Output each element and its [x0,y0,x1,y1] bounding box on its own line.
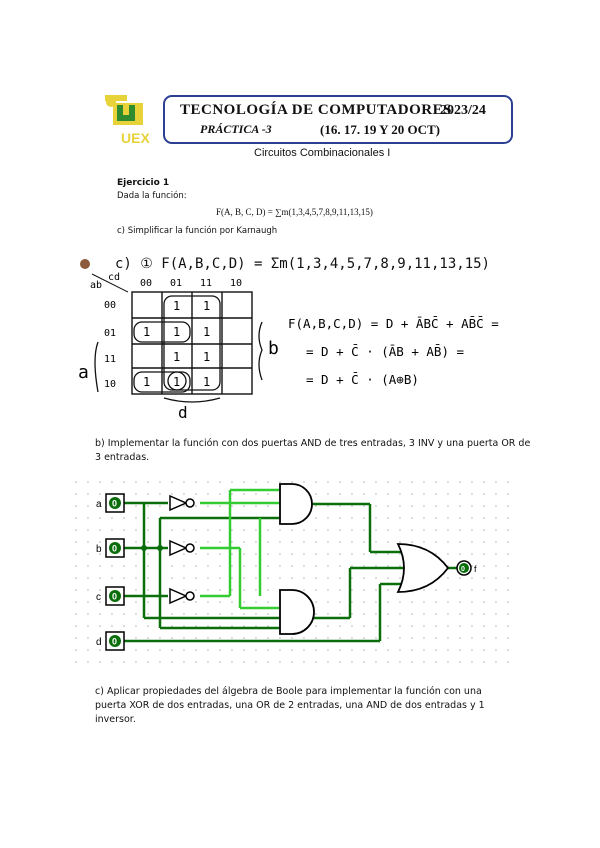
kmap-col-label: 00 [140,278,153,289]
part-c-karnaugh: c) Simplificar la función por Karnaugh [117,226,278,236]
inverter-gate [170,541,194,555]
and-gate-bottom [280,590,314,634]
brace-label-a: a [78,362,89,383]
input-value: 0 [112,636,118,647]
page-subtitle: Circuitos Combinacionales I [254,147,391,159]
kmap-cell: 1 [143,375,151,389]
kmap-cell: 1 [173,299,181,313]
kmap-row-label: 00 [104,300,117,311]
course-title: TECNOLOGÍA DE COMPUTADORES [180,102,452,118]
brace-label-b: b [268,338,279,359]
input-pin-a[interactable] [96,494,124,512]
kmap-row-label: 01 [104,328,117,339]
kmap-cell: 1 [173,350,181,364]
bullet-icon [80,259,90,269]
kmap-col-label: 10 [230,278,243,289]
practice-number: PRÁCTICA -3 [200,122,272,136]
university-logo [103,95,151,147]
exercise-intro: Dada la función: [117,191,187,201]
algebra-line-1: F(A,B,C,D) = D + ĀBC̄ + AB̄C̄ = [288,316,499,331]
kmap-cell: 1 [173,375,181,389]
kmap-row-label: 10 [104,379,117,390]
kmap-cell: 1 [143,325,151,339]
exercise-title: Ejercicio 1 [117,178,170,188]
part-c-instructions: c) Aplicar propiedades del álgebra de Boole para implementar la función con una puerta XOR de dos entradas, una OR de 2 entradas, una AND de dos entradas y 1 inversor. [95,686,485,725]
inverter-gate [170,589,194,603]
kmap-col-label: 01 [170,278,183,289]
kmap-cell: 1 [203,299,211,313]
part-b-instructions: b) Implementar la función con dos puertas AND de tres entradas, 3 INV y una puerta OR de 3 entradas. [95,438,531,463]
kmap-heading: c) ① F(A,B,C,D) = Σm(1,3,4,5,7,8,9,11,13,15) [115,256,490,272]
input-label: c [96,592,101,603]
input-value: 0 [112,591,118,602]
input-value: 0 [112,498,118,509]
kmap-cell: 1 [203,350,211,364]
brace-label-d: d [178,403,188,422]
handwritten-karnaugh [70,240,540,430]
or-gate [398,544,448,592]
kmap-corner-ab: ab [90,280,103,291]
input-value: 0 [112,543,118,554]
kmap-row-label: 11 [104,354,117,365]
input-label: b [96,544,102,555]
and-gate-top [280,484,312,524]
algebra-line-3: = D + C̄ · (A⊕B) [306,372,419,387]
practice-dates: (16. 17. 19 Y 20 OCT) [320,122,441,137]
kmap-cell: 1 [203,325,211,339]
output-pin [457,561,477,575]
algebra-line-2: = D + C̄ · (ĀB + AB̄) = [306,344,465,359]
kmap-col-label: 11 [200,278,213,289]
logic-circuit [70,478,510,668]
input-label: d [96,637,102,648]
function-formula: F(A, B, C, D) = ∑m(1,3,4,5,7,8,9,11,13,15) [216,207,373,217]
kmap-cell: 1 [173,325,181,339]
logo-text: UEX [121,130,150,146]
kmap-cell: 1 [203,375,211,389]
kmap-corner-cd: cd [108,272,121,283]
input-pin-d[interactable] [96,632,124,650]
output-value: 0 [461,566,465,573]
input-label: a [96,499,102,510]
output-label: f [474,564,477,574]
inverter-gate [170,496,194,510]
academic-year: 2023/24 [440,103,486,118]
